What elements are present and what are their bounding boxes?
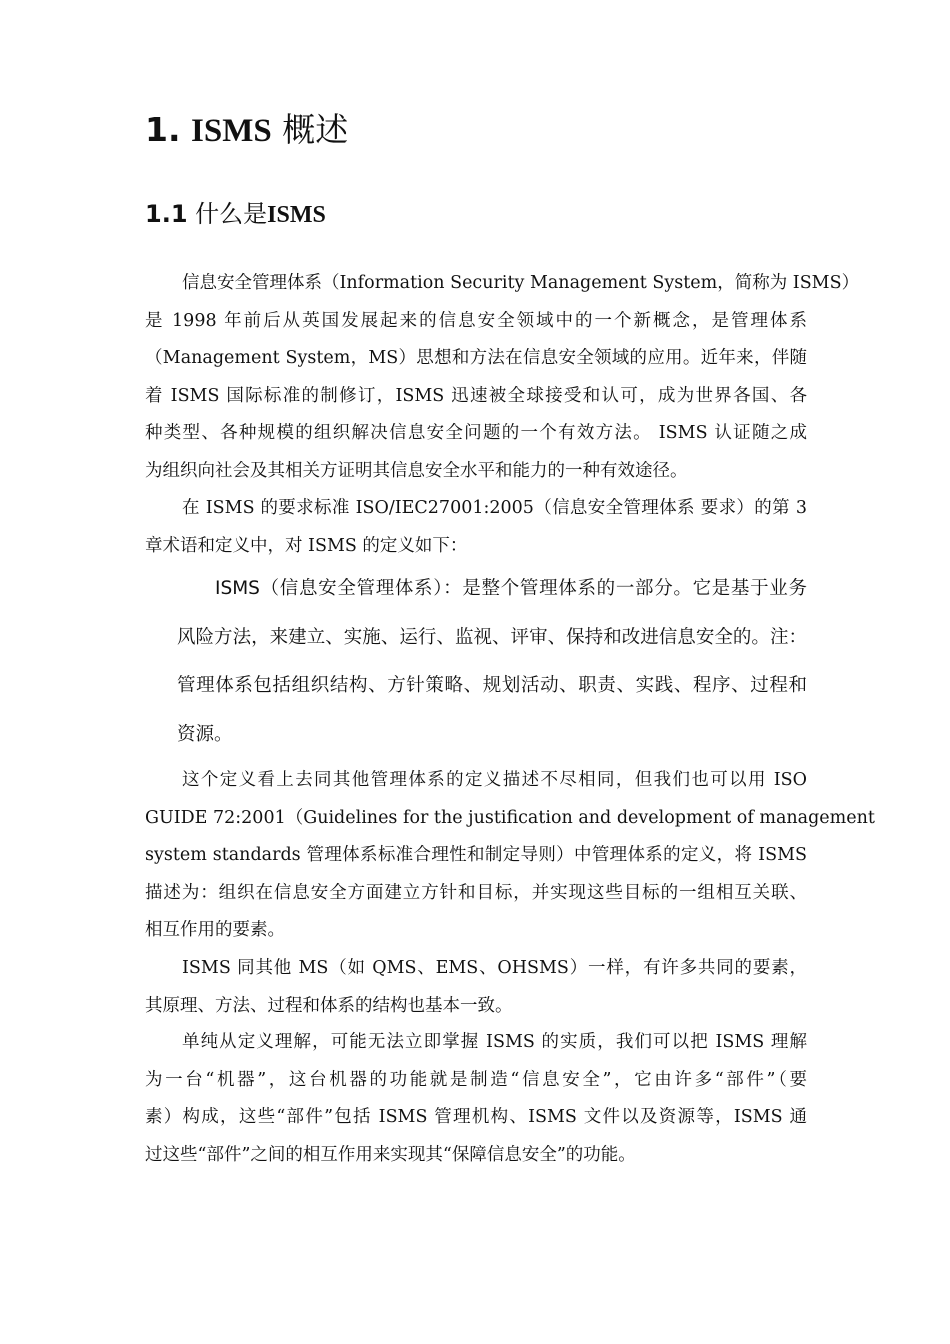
heading-1-abbr: ISMS [191,113,272,149]
text-line: GUIDE 72:2001（Guidelines for the justification and development of management [145,807,875,828]
paragraph-standard-reference [145,490,807,565]
quote-line: ISMS（信息安全管理体系）：是整个管理体系的一部分。它是基于业务 [215,578,807,599]
text-line: system standards 管理体系标准合理性和制定导则）中管理体系的定义，将 ISMS [145,845,807,865]
quote-line: 管理体系包括组织结构、方针策略、规划活动、职责、实践、程序、过程和 [177,675,807,696]
text-line: 信息安全管理体系（Information Security Management System，简称为 ISMS） [182,273,860,293]
text-line: 相互作用的要素。 [145,920,285,940]
paragraph-guide-definition [145,762,875,950]
text-line: 章术语和定义中，对 ISMS 的定义如下： [145,535,468,556]
quote-line: 风险方法，来建立、实施、运行、监视、评审、保持和改进信息安全的。注： [177,626,807,648]
paragraph-machine-analogy [145,1024,807,1174]
text-line: 着 ISMS 国际标准的制修订，ISMS 迅速被全球接受和认可，成为世界各国、各 [145,385,807,406]
heading-1-title: 概述 [282,110,349,149]
definition-quote [177,565,807,759]
text-line: 单纯从定义理解，可能无法立即掌握 ISMS 的实质，我们可以把 ISMS 理解 [182,1032,807,1052]
quote-line: 资源。 [177,723,233,745]
text-line: 这个定义看上去同其他管理体系的定义描述不尽相同，但我们也可以用 ISO [182,770,807,790]
heading-2-prefix: 什么是 [195,200,268,228]
text-line: 素）构成，这些“部件”包括 ISMS 管理机构、ISMS 文件以及资源等，ISMS 通 [145,1107,807,1127]
paragraph-intro [145,265,860,490]
text-line: ISMS 同其他 MS（如 QMS、EMS、OHSMS）一样，有许多共同的要素， [182,958,807,978]
text-line: 是 1998 年前后从英国发展起来的信息安全领域中的一个新概念，是管理体系 [145,310,807,331]
text-line: 为一台“机器”，这台机器的功能就是制造“信息安全”，它由许多“部件”（要 [145,1069,807,1090]
text-line: 在 ISMS 的要求标准 ISO/IEC27001:2005（信息安全管理体系 要求）的第 3 [182,498,807,518]
heading-2-abbr: ISMS [267,202,326,228]
text-line: （Management System，MS）思想和方法在信息安全领域的应用。近年来，伴随 [145,348,807,368]
text-line: 描述为：组织在信息安全方面建立方针和目标，并实现这些目标的一组相互关联、 [145,882,807,903]
section-heading-1-1 [145,197,326,232]
text-line: 其原理、方法、过程和体系的结构也基本一致。 [145,995,513,1016]
heading-1-number: 1. [145,110,181,149]
text-line: 为组织向社会及其相关方证明其信息安全水平和能力的一种有效途径。 [145,460,688,481]
heading-2-number: 1.1 [145,200,188,228]
text-line: 过这些“部件”之间的相互作用来实现其“保障信息安全”的功能。 [145,1144,636,1165]
section-heading-1 [145,108,348,153]
text-line: 种类型、各种规模的组织解决信息安全问题的一个有效方法。 ISMS 认证随之成 [145,423,807,443]
paragraph-ms-comparison [145,950,807,1025]
